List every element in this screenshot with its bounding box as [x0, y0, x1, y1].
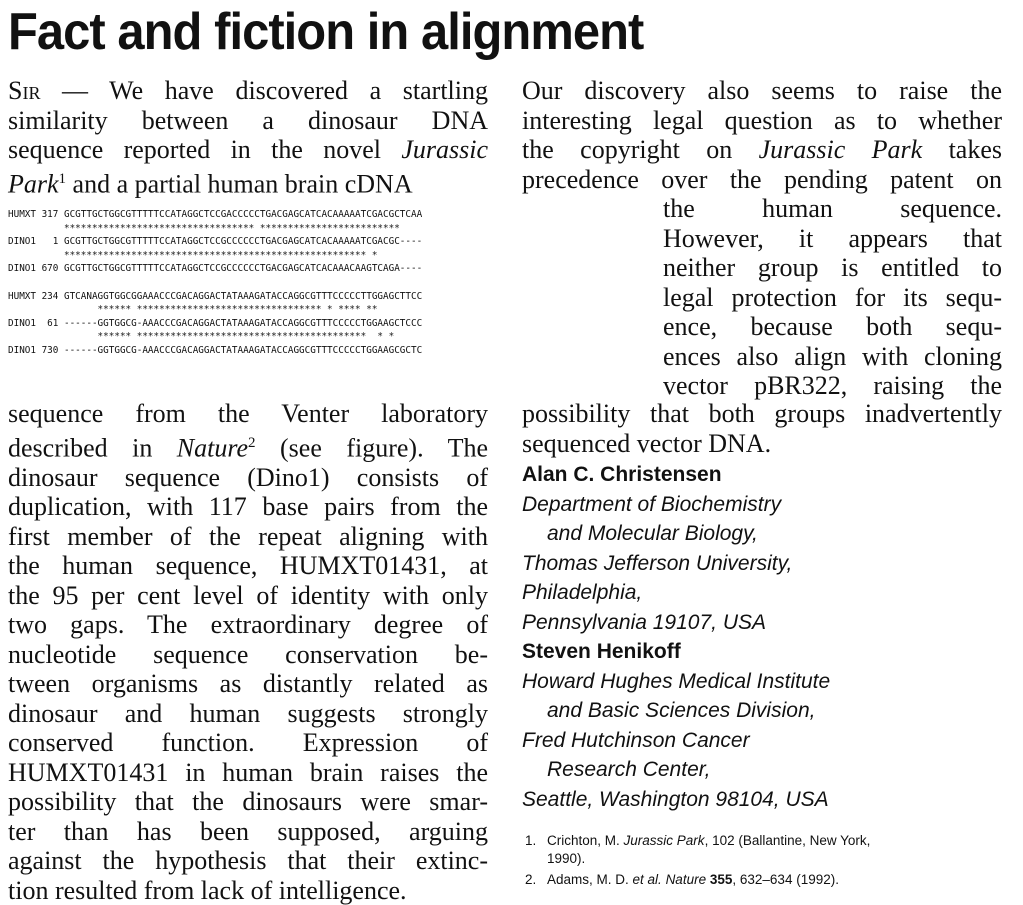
text-line: ter than has been supposed, arguing: [8, 816, 488, 846]
text-line: possibility that both groups inadvertently: [522, 399, 1002, 428]
text-line: ence, because both sequ-: [663, 312, 1002, 341]
right-column-top: [522, 76, 1002, 194]
reference-text: Crichton, M. Jurassic Park, 102 (Ballantine, New York, 1990).: [547, 833, 871, 866]
alignment-row: DINO1 61 ------GGTGGCG-AAACCCGACAGGACTATAAAGATACCAGGCGTTTCCCCCTGGAAGCTCCC: [8, 317, 423, 329]
text-line: dinosaur and human suggests strongly: [8, 698, 488, 728]
affiliation-line: Research Center,: [547, 758, 711, 781]
text-line: neither group is entitled to: [663, 253, 1002, 282]
reference-number: 1.: [525, 833, 537, 848]
text-line: the human sequence, HUMXT01431, at: [8, 551, 488, 581]
alignment-match-row: ****** ********************************* * **** **: [8, 304, 378, 316]
references: [525, 832, 995, 889]
alignment-row: DINO1 1 GCGTTGCTGGCGTTTTTCCATAGGCTCCGCCCCCCTGACGAGCATCACAAAAATCGACGC----: [8, 236, 423, 248]
text-line: sequenced vector DNA.: [522, 428, 772, 458]
author-name: Steven Henikoff: [522, 640, 681, 663]
text-line: ences also align with cloning: [663, 341, 1002, 371]
alignment-match-row: ********************************** *************************: [8, 222, 400, 234]
left-column-bottom: [8, 399, 488, 905]
text-line: precedence over the pending patent on: [522, 164, 1002, 194]
affiliation-line: Fred Hutchinson Cancer: [522, 728, 750, 752]
text-line: first member of the repeat aligning with: [8, 521, 488, 551]
text-line: the human sequence.: [663, 194, 1002, 223]
text-line: Sir — We have discovered a startling: [8, 76, 488, 105]
reference-item: [525, 871, 995, 889]
affiliation-line: Philadelphia,: [522, 581, 643, 604]
affiliation-line: Seattle, Washington 98104, USA: [522, 787, 829, 811]
article-title: Fact and fiction in alignment: [8, 3, 644, 61]
text-line: similarity between a dinosaur DNA: [8, 105, 488, 135]
text-line: nucleotide sequence conservation be-: [8, 639, 488, 669]
text-line: sequence reported in the novel Jurassic: [8, 135, 488, 164]
alignment-row: DINO1 670 GCGTTGCTGGCGTTTTTCCATAGGCTCCGCCCCCCTGACGAGCATCACAAACAAGTCAGA----: [8, 263, 423, 275]
text-line: sequence from the Venter laboratory: [8, 399, 488, 428]
text-line: dinosaur sequence (Dino1) consists of: [8, 462, 488, 492]
author-block: [522, 460, 1002, 814]
alignment-match-row: ****** ***************************************** * *: [8, 331, 395, 343]
text-line: legal protection for its sequ-: [663, 282, 1002, 312]
affiliation-line: Howard Hughes Medical Institute: [522, 669, 831, 693]
text-line: the 95 per cent level of identity with only: [8, 580, 488, 610]
text-line: possibility that the dinosaurs were smar-: [8, 787, 488, 817]
reference-item: [525, 832, 995, 868]
text-line: tion resulted from lack of intelligence.: [8, 875, 407, 905]
text-line: Park$^1$ and a partial human brain cDNA: [8, 169, 413, 199]
text-line: Our discovery also seems to raise the: [522, 76, 1002, 105]
affiliation-line: Pennsylvania 19107, USA: [522, 610, 766, 634]
text-line: described in Nature$^2$ (see figure). The: [8, 433, 488, 463]
alignment-spacer: [8, 276, 648, 290]
alignment-figure: [8, 208, 648, 358]
affiliation-line: and Molecular Biology,: [547, 522, 758, 545]
right-column-bottom: [522, 399, 1002, 458]
text-line: two gaps. The extraordinary degree of: [8, 610, 488, 640]
reference-text: Adams, M. D. et al. Nature 355, 632–634 (1992).: [547, 872, 839, 887]
alignment-row: DINO1 730 ------GGTGGCG-AAACCCGACAGGACTATAAAGATACCAGGCGTTTCCCCCTGGAAGCGCTC: [8, 344, 423, 356]
text-line: the copyright on Jurassic Park takes: [522, 135, 1002, 164]
text-line: HUMXT01431 in human brain raises the: [8, 757, 488, 787]
affiliation-line: and Basic Sciences Division,: [547, 699, 816, 722]
alignment-row: HUMXT 234 GTCANAGGTGGCGGAAACCCGACAGGACTATAAAGATACCAGGCGTTTCCCCCTTGGAGCTTCC: [8, 290, 423, 302]
text-line: against the hypothesis that their extinc-: [8, 846, 488, 876]
text-line: However, it appears that: [663, 223, 1002, 253]
text-line: tween organisms as distantly related as: [8, 669, 488, 699]
left-column-top: [8, 76, 488, 199]
right-column-wrap: [663, 194, 1002, 401]
alignment-row: HUMXT 317 GCGTTGCTGGCGTTTTTCCATAGGCTCCGACCCCCTGACGAGCATCACAAAAATCGACGCTCAA: [8, 209, 423, 220]
alignment-match-row: ****************************************************** *: [8, 249, 378, 261]
text-line: conserved function. Expression of: [8, 728, 488, 758]
text-line: vector pBR322, raising the: [663, 371, 1002, 400]
text-line: interesting legal question as to whether: [522, 105, 1002, 135]
affiliation-line: Thomas Jefferson University,: [522, 551, 793, 575]
affiliation-line: Department of Biochemistry: [522, 492, 782, 516]
text-line: duplication, with 117 base pairs from the: [8, 492, 488, 522]
author-name: Alan C. Christensen: [522, 463, 722, 486]
reference-number: 2.: [525, 872, 537, 887]
